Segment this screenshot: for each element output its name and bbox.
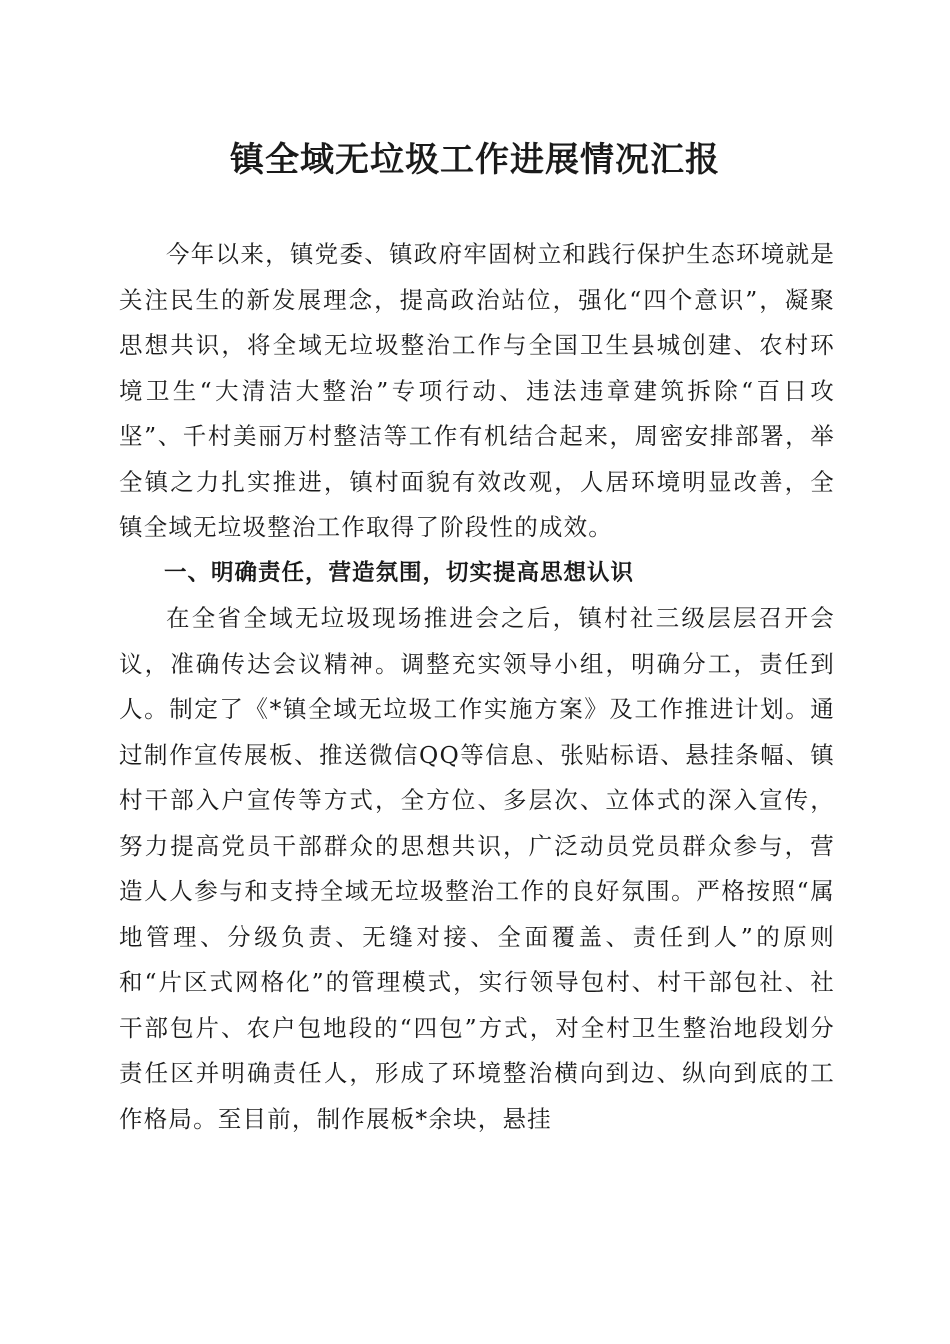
section-1-heading: 一、明确责任，营造氛围，切实提高思想认识 [164, 559, 635, 586]
document-title: 镇全域无垃圾工作进展情况汇报 [230, 140, 720, 180]
section-1-paragraph: 在全省全域无垃圾现场推进会之后，镇村社三级层层召开会议，准确传达会议精神。调整充实领导小组，明确分工，责任到人。制定了《*镇全域无垃圾工作实施方案》及工作推进计划。通过制作宣传展板、推送微信QQ等信息、张贴标语、悬挂条幅、镇村干部入户宣传等方式，全方位、多层次、立体式的深入宣传，努力提高党员干部群众的思想共识，广泛动员党员群众参与，营造人人参与和支持全域无垃圾整治工作的良好氛围。严格按照“属地管理、分级负责、无缝对接、全面覆盖、责任到人”的原则和“片区式网格化”的管理模式，实行领导包村、村干部包社、社干部包片、农户包地段的“四包”方式，对全村卫生整治地段划分责任区并明确责任人，形成了环境整治横向到边、纵向到底的工作格局。至目前，制作展板*余块，悬挂 [119, 604, 835, 1133]
document-body [119, 232, 835, 1142]
intro-paragraph: 今年以来，镇党委、镇政府牢固树立和践行保护生态环境就是关注民生的新发展理念，提高政治站位，强化“四个意识”，凝聚思想共识，将全域无垃圾整治工作与全国卫生县城创建、农村环境卫生“大清洁大整治”专项行动、违法违章建筑拆除“百日攻坚”、千村美丽万村整洁等工作有机结合起来，周密安排部署，举全镇之力扎实推进，镇村面貌有效改观，人居环境明显改善，全镇全域无垃圾整治工作取得了阶段性的成效。 [119, 240, 835, 541]
